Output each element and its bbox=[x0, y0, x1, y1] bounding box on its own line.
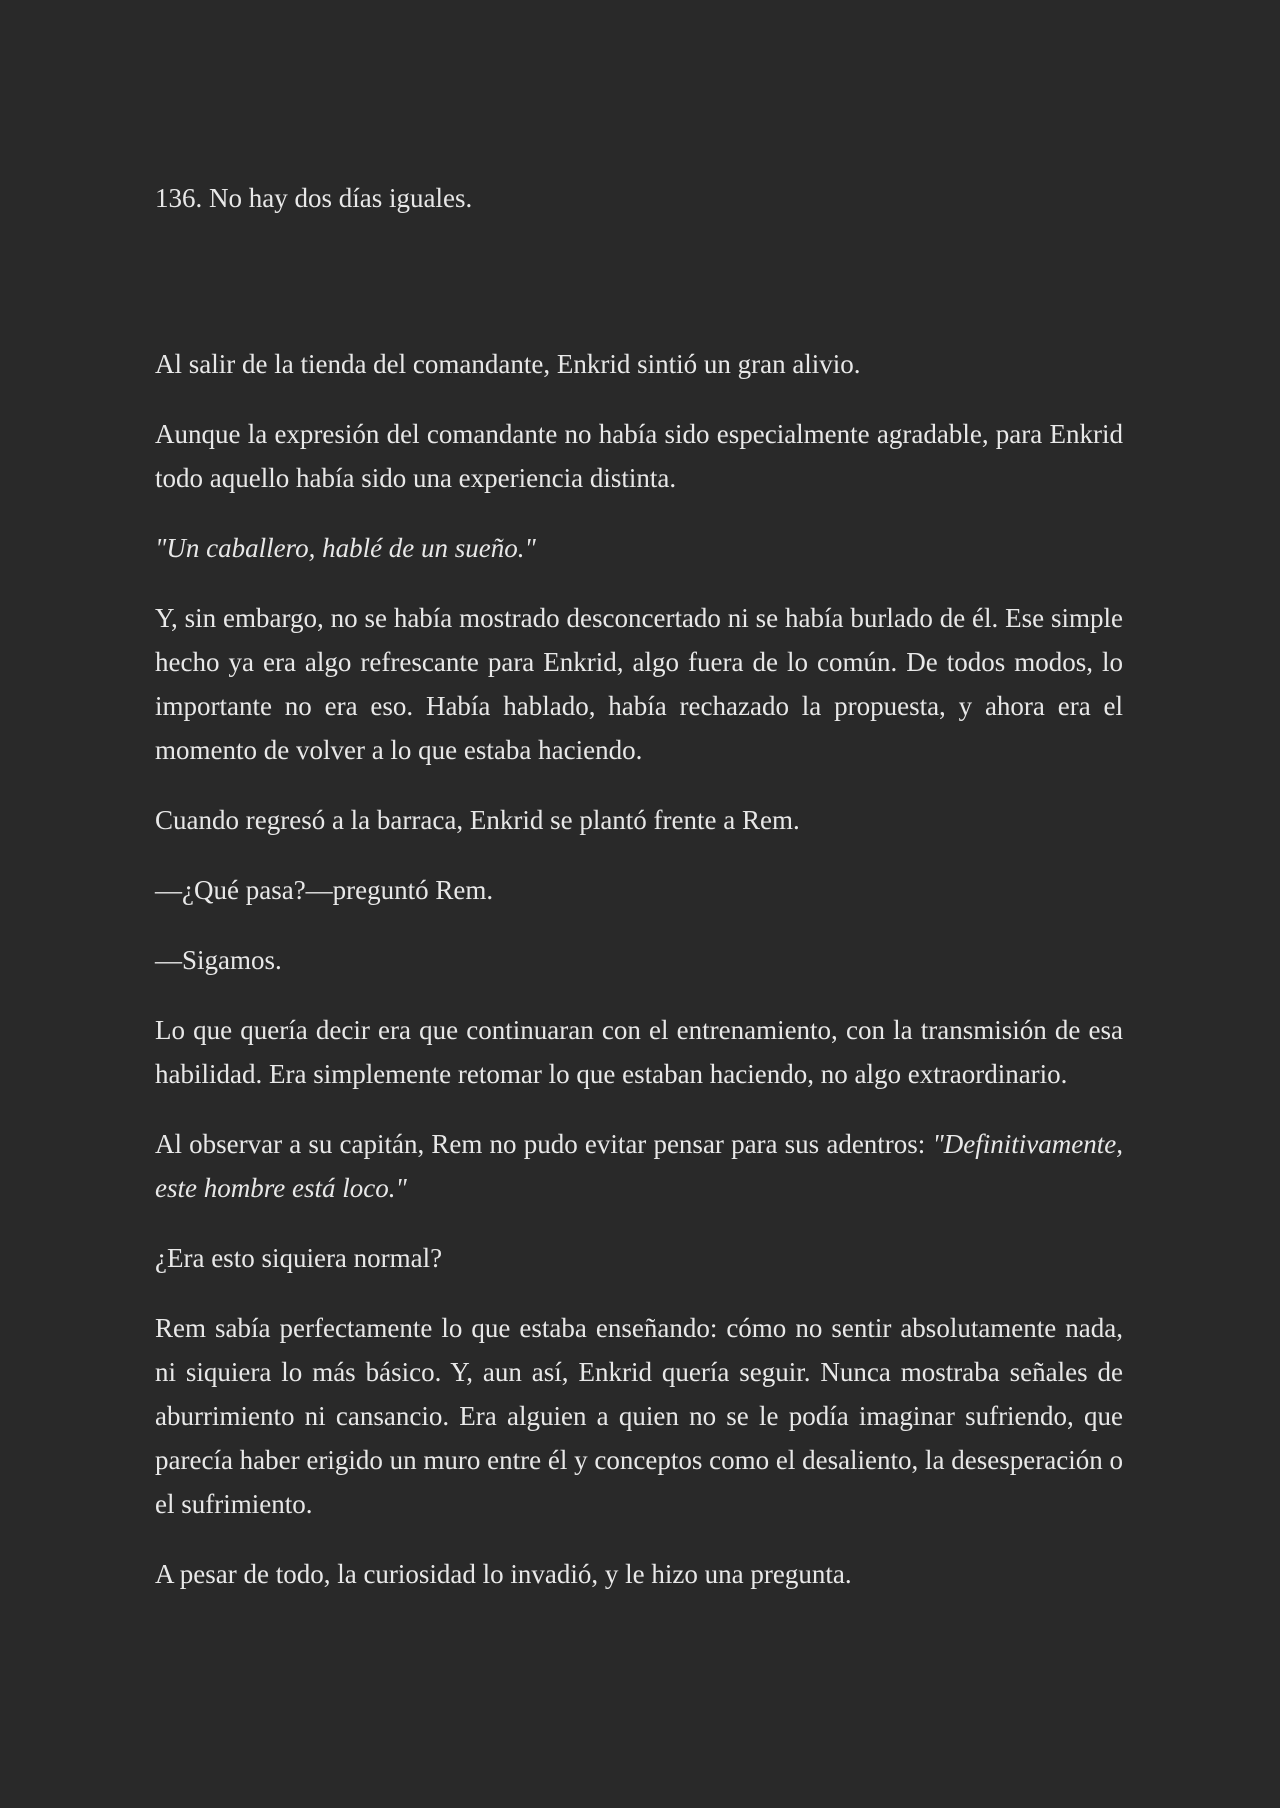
paragraph: A pesar de todo, la curiosidad lo invadió, y le hizo una pregunta. bbox=[155, 1559, 852, 1589]
paragraph: Al salir de la tienda del comandante, Enkrid sintió un gran alivio. bbox=[155, 349, 861, 379]
paragraph: ¿Era esto siquiera normal? bbox=[155, 1243, 443, 1273]
thought-paragraph: "Un caballero, hablé de un sueño." bbox=[155, 533, 536, 563]
dialogue-paragraph: —Sigamos. bbox=[155, 945, 282, 975]
paragraph: Cuando regresó a la barraca, Enkrid se plantó frente a Rem. bbox=[155, 805, 800, 835]
paragraph: Lo que quería decir era que continuaran con el entrenamiento, con la transmisión de esa habilidad. Era simplemente retomar lo que estaban haciendo, no algo extraordinario. bbox=[155, 1015, 1123, 1089]
paragraph-with-thought bbox=[155, 1122, 1123, 1210]
chapter-title: 136. No hay dos días iguales. bbox=[155, 183, 473, 213]
thought-text: "Definitivamente, este hombre está loco." bbox=[155, 1129, 1123, 1203]
paragraph-text: Al observar a su capitán, Rem no pudo evitar pensar para sus adentros: bbox=[155, 1129, 926, 1159]
paragraph: Aunque la expresión del comandante no había sido especialmente agradable, para Enkrid todo aquello había sido una experiencia distinta. bbox=[155, 419, 1123, 493]
paragraph: Rem sabía perfectamente lo que estaba enseñando: cómo no sentir absolutamente nada, ni siquiera lo más básico. Y, aun así, Enkrid quería seguir. Nunca mostraba señales de aburrimiento ni cansancio. Era alguien a quien no se le podía imaginar sufriendo, que parecía haber erigido un muro entre él y conceptos como el desaliento, la desesperación o el sufrimiento. bbox=[155, 1313, 1123, 1519]
paragraph: Y, sin embargo, no se había mostrado desconcertado ni se había burlado de él. Ese simple hecho ya era algo refrescante para Enkrid, algo fuera de lo común. De todos modos, lo importante no era eso. Había hablado, había rechazado la propuesta, y ahora era el momento de volver a lo que estaba haciendo. bbox=[155, 603, 1123, 765]
dialogue-paragraph: —¿Qué pasa?—preguntó Rem. bbox=[155, 875, 494, 905]
chapter-body bbox=[155, 342, 1123, 1622]
